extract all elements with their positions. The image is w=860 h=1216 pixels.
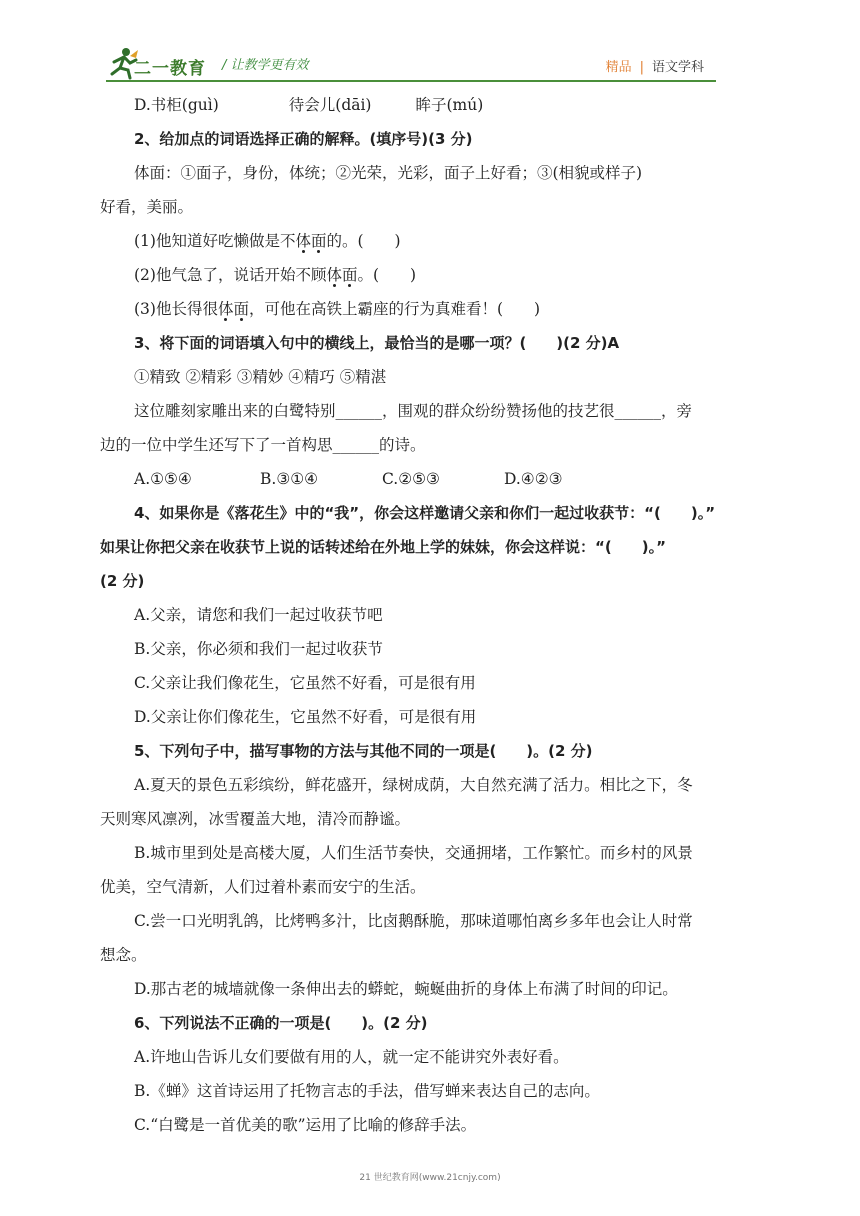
question-4-line1: 4、如果你是《落花生》中的“我”，你会这样邀请父亲和你们一起过收获节：“( )。” xyxy=(134,504,716,522)
q3-option-d[interactable]: D.④②③ xyxy=(504,470,563,488)
page-footer: 21 世纪教育网(www.21cnjy.com) xyxy=(359,1173,501,1183)
q4-option-b[interactable]: B.父亲，你必须和我们一起过收获节 xyxy=(134,640,383,658)
header-highlight: 精品 xyxy=(605,60,632,75)
q1-option-d-word2: 待会儿(dāi) xyxy=(288,96,372,114)
q3-sentence-line2: 边的一位中学生还写下了一首构思______的诗。 xyxy=(100,436,426,454)
q3-word-list: ①精致 ②精彩 ③精妙 ④精巧 ⑤精湛 xyxy=(134,368,387,386)
header-separator: | xyxy=(639,60,644,75)
q2-s1-dotted-char: 面 xyxy=(310,232,327,250)
worksheet-content xyxy=(100,88,770,1142)
q2-sentence-3 xyxy=(100,292,770,326)
q2-s2-dotted-char: 面 xyxy=(341,266,358,284)
q5-option-c-line1[interactable]: C.尝一口光明乳鸽，比烤鸭多汁，比卤鹅酥脆，那味道哪怕离乡多年也会让人时常 xyxy=(134,912,693,930)
header-subject xyxy=(606,56,704,75)
slogan: / 让教学更有效 xyxy=(222,58,309,73)
q2-s1-answer-blank[interactable]: 的。( ) xyxy=(326,232,401,250)
header-subject-label: 语文学科 xyxy=(651,60,704,75)
q5-option-b-line2: 优美，空气清新，人们过着朴素而安宁的生活。 xyxy=(100,878,426,896)
question-6: 6、下列说法不正确的一项是( )。(2 分) xyxy=(134,1014,428,1032)
q5-option-a-line1[interactable]: A.夏天的景色五彩缤纷，鲜花盛开，绿树成荫，大自然充满了活力。相比之下，冬 xyxy=(134,776,693,794)
q2-s3-answer-blank[interactable]: ，可他在高铁上霸座的行为真难看！( ) xyxy=(249,300,541,318)
question-4-line2: 如果让你把父亲在收获节上说的话转述给在外地上学的妹妹，你会这样说：“( )。” xyxy=(100,538,666,556)
q2-s3-dotted-char: 面 xyxy=(233,300,249,318)
q1-option-d-word1: D.书柜(guì) xyxy=(134,96,219,114)
q2-s3-dotted-char: 体 xyxy=(217,300,234,318)
page-header xyxy=(0,0,860,86)
q6-option-b[interactable]: B.《蝉》这首诗运用了托物言志的手法，借写蝉来表达自己的志向。 xyxy=(134,1082,600,1100)
q5-option-a-line2: 天则寒风凛冽，冰雪覆盖大地，清冷而静谧。 xyxy=(100,810,411,828)
logo-text: 二一教育 xyxy=(134,59,206,79)
q6-option-c[interactable]: C.“白鹭是一首优美的歌”运用了比喻的修辞手法。 xyxy=(134,1116,477,1134)
question-2: 2、给加点的词语选择正确的解释。(填序号)(3 分) xyxy=(134,130,473,148)
question-5: 5、下列句子中，描写事物的方法与其他不同的一项是( )。(2 分) xyxy=(134,742,593,760)
brand-logo[interactable] xyxy=(106,46,226,82)
q3-option-b[interactable]: B.③①④ xyxy=(260,470,319,488)
q2-s2-answer-blank[interactable]: 。( ) xyxy=(357,266,417,284)
q2-s1-text: (1)他知道好吃懒做是不 xyxy=(134,232,296,250)
q5-option-d[interactable]: D.那古老的城墙就像一条伸出去的蟒蛇，蜿蜒曲折的身体上布满了时间的印记。 xyxy=(134,980,678,998)
q2-s3-text: (3)他长得很 xyxy=(134,300,218,318)
q3-options xyxy=(100,462,770,496)
q4-option-a[interactable]: A.父亲，请您和我们一起过收获节吧 xyxy=(134,606,383,624)
q2-s1-dotted-char: 体 xyxy=(295,232,311,250)
q2-definition-line2: 好看，美丽。 xyxy=(100,198,194,216)
q5-option-b-line1[interactable]: B.城市里到处是高楼大厦，人们生活节奏快，交通拥堵，工作繁忙。而乡村的风景 xyxy=(134,844,693,862)
question-3: 3、将下面的词语填入句中的横线上，最恰当的是哪一项？( )(2 分)A xyxy=(134,334,620,352)
q4-option-c[interactable]: C.父亲让我们像花生，它虽然不好看，可是很有用 xyxy=(134,674,476,692)
q2-sentence-2 xyxy=(100,258,770,292)
q1-option-d-word3: 眸子(mú) xyxy=(415,96,484,114)
q2-sentence-1 xyxy=(100,224,770,258)
q2-definition-line1: 体面：①面子，身份，体统；②光荣，光彩，面子上好看；③(相貌或样子) xyxy=(134,164,643,182)
q2-s2-dotted-char: 体 xyxy=(326,266,342,284)
q4-option-d[interactable]: D.父亲让你们像花生，它虽然不好看，可是很有用 xyxy=(134,708,477,726)
q3-option-a[interactable]: A.①⑤④ xyxy=(134,470,192,488)
question-4-line3: (2 分) xyxy=(100,572,145,590)
q2-s2-text: (2)他气急了，说话开始不顾 xyxy=(134,266,327,284)
q3-sentence-line1: 这位雕刻家雕出来的白鹭特别______，围观的群众纷纷赞扬他的技艺很______，旁 xyxy=(134,402,693,420)
q1-option-d-line xyxy=(100,88,770,122)
q6-option-a[interactable]: A.许地山告诉儿女们要做有用的人，就一定不能讲究外表好看。 xyxy=(134,1048,569,1066)
header-divider xyxy=(106,80,716,82)
q5-option-c-line2: 想念。 xyxy=(100,946,147,964)
q3-option-c[interactable]: C.②⑤③ xyxy=(382,470,440,488)
